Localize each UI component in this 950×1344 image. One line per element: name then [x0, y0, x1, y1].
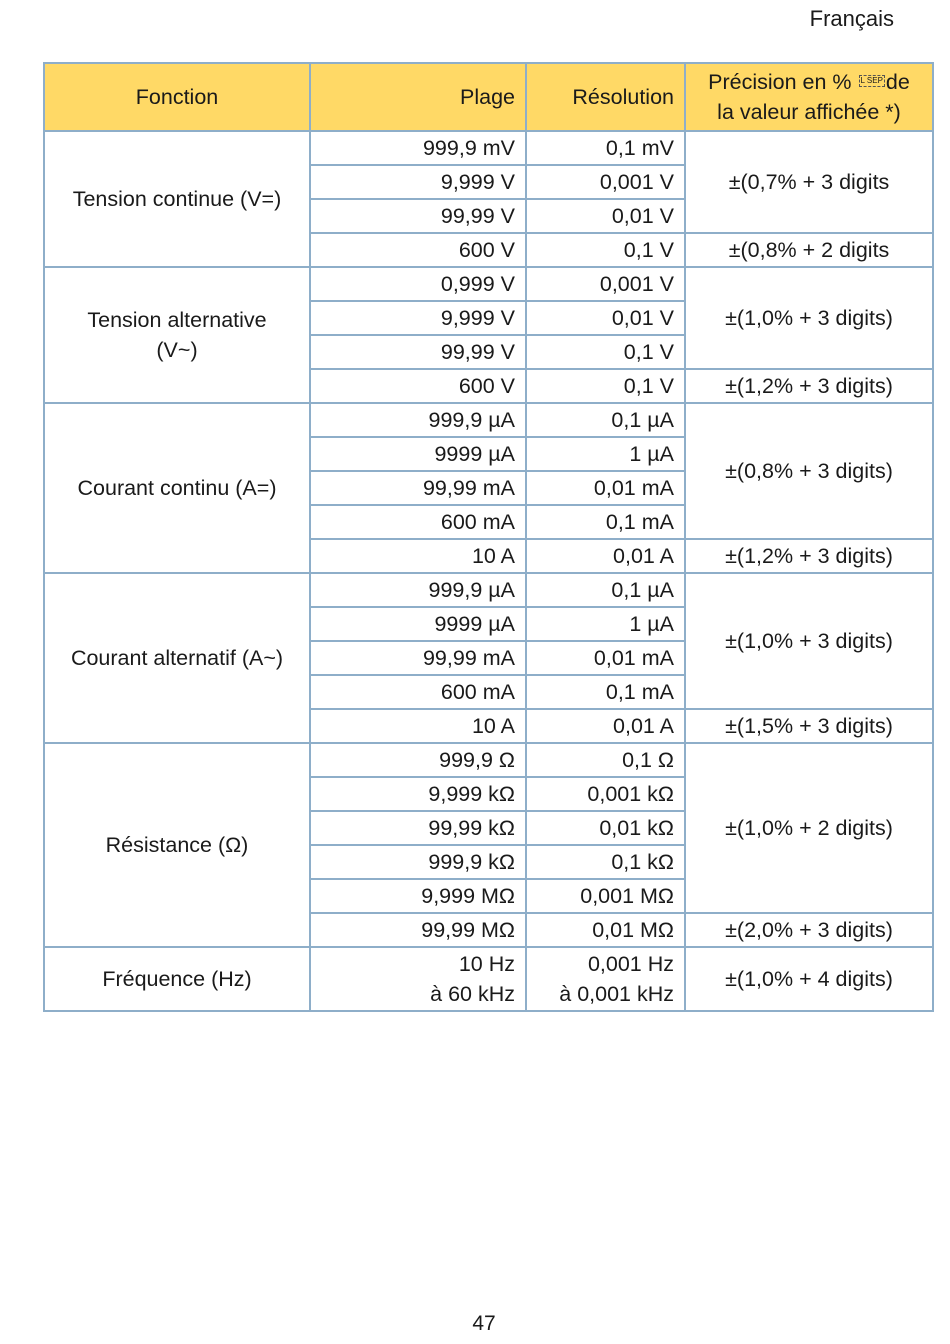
range-cell: 9,999 V — [310, 301, 526, 335]
range-cell: 999,9 Ω — [310, 743, 526, 777]
range-cell: 10 A — [310, 709, 526, 743]
range-cell: 9,999 MΩ — [310, 879, 526, 913]
resolution-cell: 0,001 V — [526, 267, 685, 301]
range-cell: 10 A — [310, 539, 526, 573]
function-frequency: Fréquence (Hz) — [44, 947, 310, 1011]
range-cell: 999,9 µA — [310, 403, 526, 437]
range-cell: 9,999 kΩ — [310, 777, 526, 811]
resolution-cell: 0,1 V — [526, 233, 685, 267]
function-ac-current: Courant alternatif (A~) — [44, 573, 310, 743]
precision-cell: ±(1,0% + 3 digits) — [685, 573, 933, 709]
resolution-cell: 0,01 A — [526, 539, 685, 573]
specifications-table — [43, 62, 934, 1012]
resolution-cell-line1: 0,001 Hz — [587, 952, 674, 976]
function-ac-voltage-line2: (V~) — [156, 338, 198, 362]
range-cell — [310, 947, 526, 1011]
resolution-cell: 0,1 kΩ — [526, 845, 685, 879]
header-resolution: Résolution — [526, 63, 685, 131]
range-cell: 99,99 mA — [310, 471, 526, 505]
resolution-cell: 1 µA — [526, 607, 685, 641]
precision-cell: ±(2,0% + 3 digits) — [685, 913, 933, 947]
resolution-cell: 0,01 MΩ — [526, 913, 685, 947]
resolution-cell: 0,1 mV — [526, 131, 685, 165]
range-cell: 0,999 V — [310, 267, 526, 301]
range-cell: 9,999 V — [310, 165, 526, 199]
range-cell: 600 V — [310, 369, 526, 403]
table-row — [44, 267, 933, 301]
resolution-cell: 0,01 mA — [526, 471, 685, 505]
resolution-cell: 0,001 V — [526, 165, 685, 199]
header-precision — [685, 63, 933, 131]
resolution-cell: 0,001 kΩ — [526, 777, 685, 811]
range-cell: 9999 µA — [310, 437, 526, 471]
resolution-cell: 0,001 MΩ — [526, 879, 685, 913]
range-cell: 999,9 kΩ — [310, 845, 526, 879]
range-cell: 999,9 µA — [310, 573, 526, 607]
precision-cell: ±(1,0% + 3 digits) — [685, 267, 933, 369]
function-dc-voltage: Tension continue (V=) — [44, 131, 310, 267]
resolution-cell: 0,1 V — [526, 335, 685, 369]
resolution-cell: 0,01 mA — [526, 641, 685, 675]
resolution-cell — [526, 947, 685, 1011]
table-row — [44, 573, 933, 607]
precision-cell: ±(1,5% + 3 digits) — [685, 709, 933, 743]
page-number: 47 — [472, 1312, 496, 1335]
function-dc-current: Courant continu (A=) — [44, 403, 310, 573]
range-cell: 600 V — [310, 233, 526, 267]
range-cell: 99,99 mA — [310, 641, 526, 675]
range-cell-line2: à 60 kHz — [430, 982, 515, 1006]
header-plage: Plage — [310, 63, 526, 131]
resolution-cell: 0,1 Ω — [526, 743, 685, 777]
table-row — [44, 403, 933, 437]
range-cell: 600 mA — [310, 675, 526, 709]
table-row — [44, 743, 933, 777]
resolution-cell: 0,1 µA — [526, 573, 685, 607]
range-cell: 999,9 mV — [310, 131, 526, 165]
function-ac-voltage-line1: Tension alternative — [87, 308, 267, 332]
range-cell-line1: 10 Hz — [458, 952, 515, 976]
function-ac-voltage — [44, 267, 310, 403]
table-header-row — [44, 63, 933, 131]
language-label: Français — [809, 6, 894, 31]
resolution-cell: 0,01 V — [526, 199, 685, 233]
resolution-cell: 0,1 mA — [526, 675, 685, 709]
function-resistance: Résistance (Ω) — [44, 743, 310, 947]
range-cell: 99,99 kΩ — [310, 811, 526, 845]
resolution-cell: 0,1 mA — [526, 505, 685, 539]
resolution-cell: 0,01 A — [526, 709, 685, 743]
range-cell: 600 mA — [310, 505, 526, 539]
resolution-cell: 0,01 kΩ — [526, 811, 685, 845]
precision-cell: ±(1,0% + 4 digits) — [685, 947, 933, 1011]
range-cell: 99,99 V — [310, 335, 526, 369]
range-cell: 99,99 V — [310, 199, 526, 233]
resolution-cell: 0,01 V — [526, 301, 685, 335]
header-fonction: Fonction — [44, 63, 310, 131]
resolution-cell-line2: à 0,001 kHz — [559, 982, 674, 1006]
precision-cell: ±(0,8% + 3 digits) — [685, 403, 933, 539]
header-precision-part1: Précision en % — [708, 70, 852, 94]
header-precision-part3: la valeur affichée *) — [717, 100, 901, 124]
precision-cell: ±(1,2% + 3 digits) — [685, 539, 933, 573]
range-cell: 9999 µA — [310, 607, 526, 641]
resolution-cell: 1 µA — [526, 437, 685, 471]
header-precision-part2: de — [885, 70, 910, 94]
precision-cell: ±(0,7% + 3 digits — [685, 131, 933, 233]
precision-cell: ±(1,2% + 3 digits) — [685, 369, 933, 403]
table-row — [44, 947, 933, 1011]
range-cell: 99,99 MΩ — [310, 913, 526, 947]
precision-cell: ±(0,8% + 2 digits — [685, 233, 933, 267]
precision-cell: ±(1,0% + 2 digits) — [685, 743, 933, 913]
resolution-cell: 0,1 V — [526, 369, 685, 403]
table-row — [44, 131, 933, 165]
separator-mark: L SEP — [860, 76, 883, 85]
resolution-cell: 0,1 µA — [526, 403, 685, 437]
